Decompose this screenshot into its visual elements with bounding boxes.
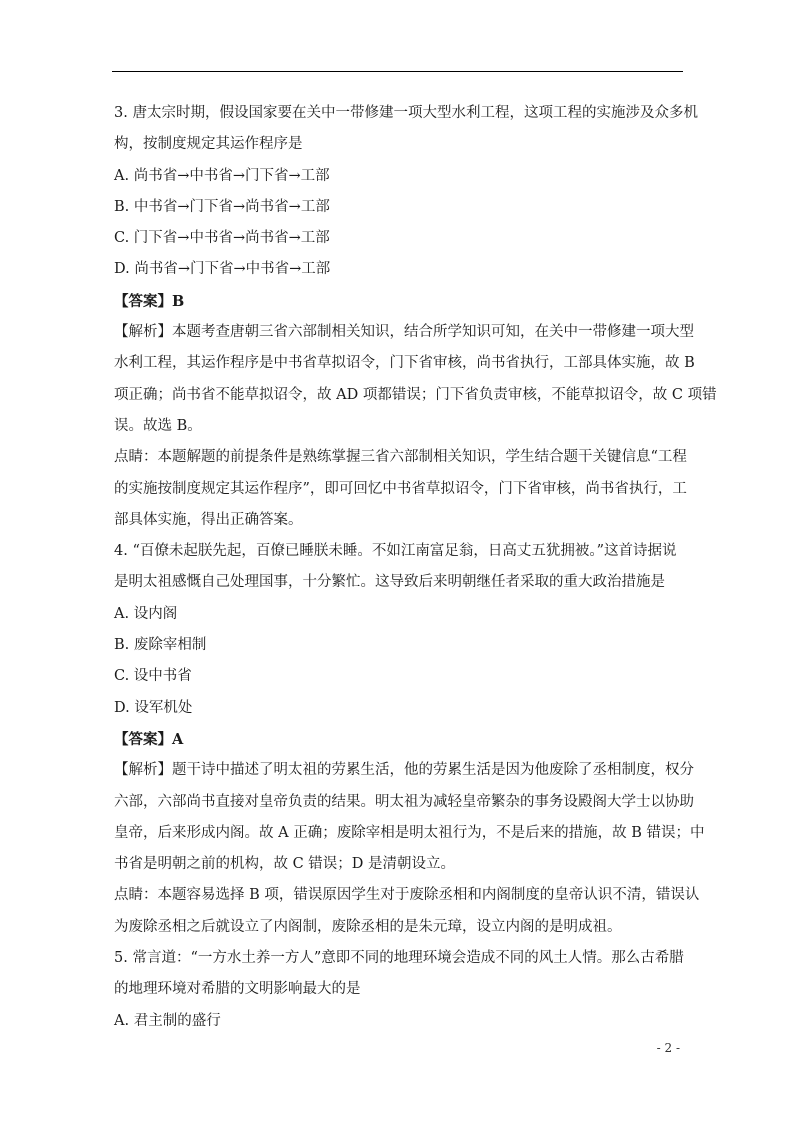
q3-analysis-line-4: 误。故选 B。 [114, 417, 202, 434]
q4-option-d: D. 设军机处 [114, 699, 193, 716]
q4-analysis-line-4: 书省是明朝之前的机构，故 C 错误；D 是清朝设立。 [114, 856, 456, 873]
q3-option-d: D. 尚书省→门下省→中书省→工部 [114, 261, 331, 278]
q4-option-a: A. 设内阁 [114, 605, 178, 622]
q4-option-c: C. 设中书省 [114, 668, 192, 685]
q3-answer: 【答案】B [114, 292, 185, 310]
page-number: - 2 - [656, 1041, 680, 1055]
q3-note-line-1: 点睛：本题解题的前提条件是熟练掌握三省六部制相关知识，学生结合题干关键信息“工程 [114, 449, 687, 466]
q4-note-line-1: 点睛：本题容易选择 B 项，错误原因学生对于废除丞相和内阁制度的皇帝认识不清，错误认 [114, 887, 700, 904]
q3-stem-line-2: 构，按制度规定其运作程序是 [114, 136, 303, 153]
q4-answer: 【答案】A [114, 730, 184, 748]
q3-note-line-2: 的实施按制度规定其运作程序”，即可回忆中书省草拟诏令，门下省审核，尚书省执行，工 [114, 480, 687, 497]
q3-note-line-3: 部具体实施，得出正确答案。 [114, 511, 303, 528]
q5-stem-line-1: 5. 常言道：“一方水土养一方人”意即不同的地理环境会造成不同的风土人情。那么古希腊 [114, 950, 684, 967]
q3-analysis-line-3: 项正确；尚书省不能草拟诏令，故 AD 项都错误；门下省负责审核，不能草拟诏令，故 C 项错 [114, 386, 717, 403]
q4-analysis-line-3: 皇帝，后来形成内阁。故 A 正确；废除宰相是明太祖行为，不是后来的措施，故 B 错误；中 [114, 824, 705, 841]
q3-option-c: C. 门下省→中书省→尚书省→工部 [114, 230, 330, 247]
q4-option-b: B. 废除宰相制 [114, 637, 207, 654]
q4-analysis-line-2: 六部，六部尚书直接对皇帝负责的结果。明太祖为减轻皇帝繁杂的事务设殿阁大学士以协助 [114, 793, 694, 810]
header-rule [112, 71, 683, 72]
q3-analysis-line-2: 水利工程，其运作程序是中书省草拟诏令，门下省审核，尚书省执行，工部具体实施，故 B [114, 355, 695, 372]
q4-analysis-line-1: 【解析】题干诗中描述了明太祖的劳累生活，他的劳累生活是因为他废除了丞相制度，权分 [114, 762, 694, 779]
q3-analysis-line-1: 【解析】本题考查唐朝三省六部制相关知识，结合所学知识可知，在关中一带修建一项大型 [114, 324, 694, 341]
q4-stem-line-1: 4. “百僚未起朕先起，百僚已睡朕未睡。不如江南富足翁，日高丈五犹拥被。”这首诗据说 [114, 543, 677, 560]
q4-stem-line-2: 是明太祖感慨自己处理国事，十分繁忙。这导致后来明朝继任者采取的重大政治措施是 [114, 574, 665, 591]
q3-option-a: A. 尚书省→中书省→门下省→工部 [114, 167, 330, 184]
q5-stem-line-2: 的地理环境对希腊的文明影响最大的是 [114, 981, 361, 998]
page-content [114, 98, 717, 1037]
q4-note-line-2: 为废除丞相之后就设立了内阁制，废除丞相的是朱元璋，设立内阁的是明成祖。 [114, 918, 622, 935]
q5-option-a: A. 君主制的盛行 [114, 1012, 221, 1029]
q3-stem-line-1: 3. 唐太宗时期，假设国家要在关中一带修建一项大型水利工程，这项工程的实施涉及众多机 [114, 105, 698, 121]
q3-option-b: B. 中书省→门下省→尚书省→工部 [114, 198, 330, 215]
